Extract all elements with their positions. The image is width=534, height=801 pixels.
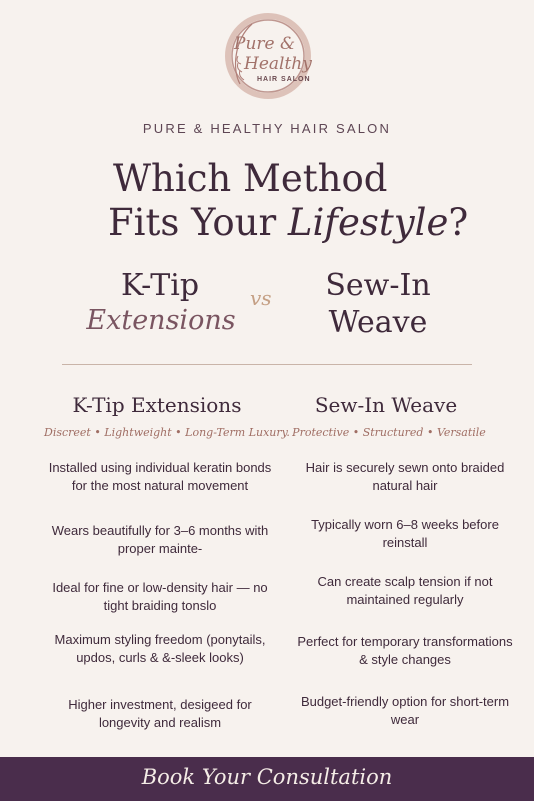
left-item-2: Wears beautifully for 3–6 months with proper mainte- — [51, 523, 269, 556]
right-column-tagline: Protective • Structured • Versatile — [292, 426, 486, 439]
left-item-5: Higher investment, desigeed for longevity and realism — [68, 697, 252, 730]
right-item-5: Budget-friendly option for short-term wear — [300, 694, 510, 727]
right-column-title: Sew-In Weave — [314, 393, 458, 417]
headline-suffix: ? — [448, 201, 469, 244]
right-item-1: Hair is securely sewn onto braided natural hair — [305, 460, 505, 493]
left-item-4: Maximum styling freedom (ponytails, updos, curls & &-sleek looks) — [54, 632, 266, 665]
left-column-tagline: Discreet • Lightweight • Long-Term Luxury. — [44, 426, 290, 439]
divider — [62, 364, 472, 365]
logo-text-healthy: Healthy — [244, 54, 312, 74]
compare-right-line-2: Weave — [328, 305, 428, 340]
headline-line-2 — [108, 202, 468, 244]
book-consultation-button[interactable] — [0, 757, 534, 801]
logo-text-pure: Pure & — [234, 34, 296, 54]
salon-logo — [222, 10, 314, 102]
brand-name: PURE & HEALTHY HAIR SALON — [142, 121, 392, 136]
left-item-3: Ideal for fine or low-density hair — no tight braiding tonslo — [52, 580, 268, 613]
compare-left-line-2: Extensions — [86, 305, 236, 336]
right-item-2: Typically worn 6–8 weeks before reinstall — [311, 517, 499, 550]
versus-label: vs — [250, 286, 272, 310]
compare-left-line-1: K-Tip — [120, 268, 200, 303]
compare-right-line-1: Sew-In — [325, 268, 431, 303]
headline-line-1: Which Method — [113, 157, 388, 200]
headline-italic: Lifestyle — [287, 201, 449, 244]
logo-text-hair-salon: HAIR SALON — [257, 76, 311, 83]
left-item-1: Installed using individual keratin bonds for the most natural movement — [48, 460, 272, 493]
left-column-title: K-Tip Extensions — [72, 393, 242, 417]
headline-prefix: Fits Your — [108, 201, 288, 244]
right-item-4: Perfect for temporary transformations & style changes — [297, 634, 513, 667]
right-item-3: Can create scalp tension if not maintained regularly — [317, 574, 493, 607]
book-consultation-label: Book Your Consultation — [141, 765, 393, 789]
